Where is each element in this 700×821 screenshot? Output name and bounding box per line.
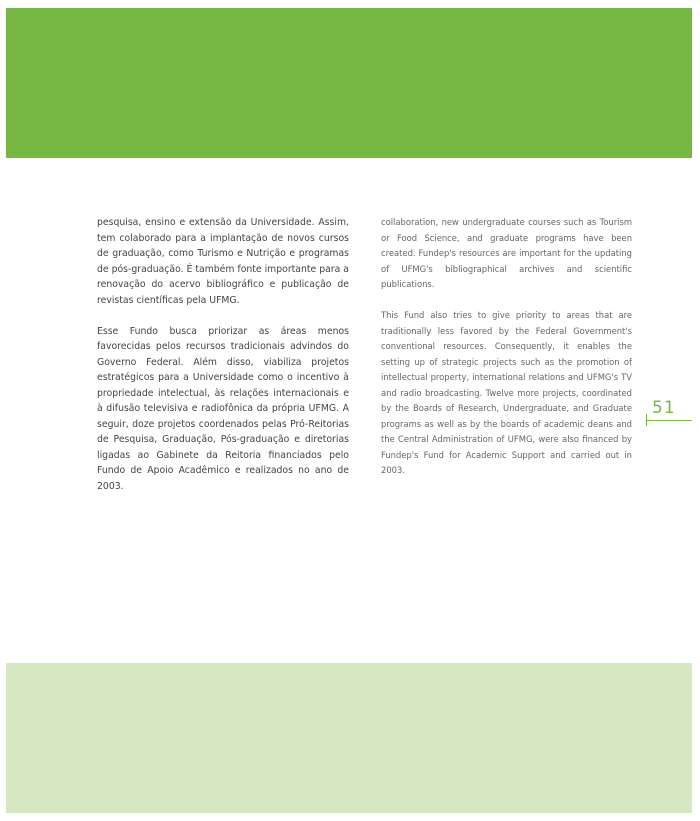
pt-paragraph-1: pesquisa, ensino e extensão da Universidade. Assim, tem colaborado para a implantação de novos cursos de graduação, como Turismo e Nutrição e programas de pós-graduação. É também fonte importante para a renovação do acervo bibliográfico e publicação de revistas científicas pela UFMG. xyxy=(97,217,349,306)
header-color-band xyxy=(6,8,692,158)
footer-color-band xyxy=(6,663,692,813)
en-paragraph-2: This Fund also tries to give priority to areas that are traditionally less favored by the Federal Government's conventional resources. Consequently, it enables the setting up of strategic projects such as the promotion of intellectual property, international relations and UFMG's TV and radio broadcasting. Twelve more projects, coordinated by the Boards of Research, Undergraduate, and Graduate programs as well as by the boards of academic deans and the Central Administration of UFMG, were also financed by Fundep's Fund for Academic Support and carried out in 2003. xyxy=(381,310,632,475)
pt-paragraph-2: Esse Fundo busca priorizar as áreas menos favorecidas pelos recursos tradicionais advindos do Governo Federal. Além disso, viabiliza projetos estratégicos para a Universidade como o incentivo à propriedade intelectual, às relações internacionais e à difusão televisiva e radiofônica da própria UFMG. A seguir, doze projetos coordenados pelas Pró-Reitorias de Pesquisa, Graduação, Pós-graduação e diretorias ligadas ao Gabinete da Reitoria financiados pelo Fundo de Apoio Acadêmico e realizados no ano de 2003. xyxy=(97,325,349,492)
page-number-rule xyxy=(646,420,692,421)
en-paragraph-1: collaboration, new undergraduate courses such as Tourism or Food Science, and graduate programs have been created. Fundep's resources are important for the updating of UFMG's bibliographical archives and scientific publications. xyxy=(381,217,632,289)
page-number: 51 xyxy=(652,398,676,418)
portuguese-text-column xyxy=(97,215,349,510)
english-text-column xyxy=(381,215,632,494)
